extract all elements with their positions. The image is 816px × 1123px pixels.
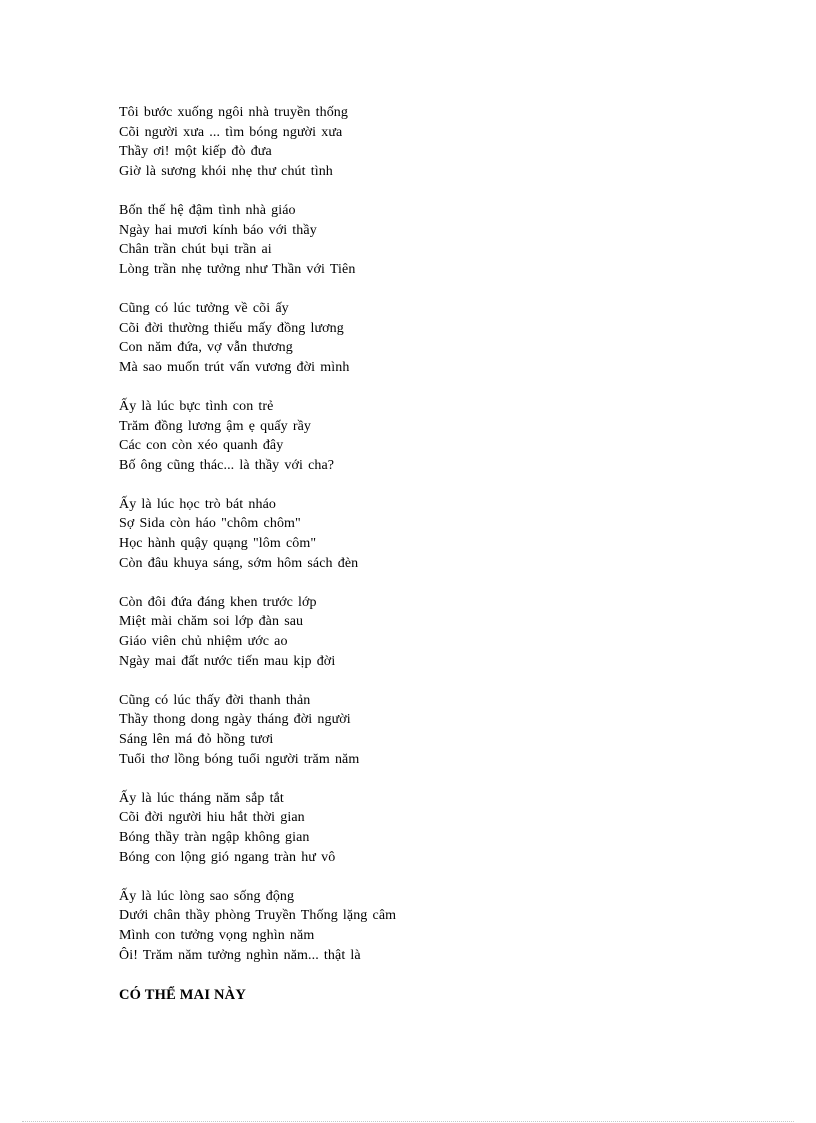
poem-line: Chân trần chút bụi trần ai: [119, 242, 272, 258]
poem-line: Còn đâu khuya sáng, sớm hôm sách đèn: [119, 555, 359, 571]
stanza: [119, 593, 719, 671]
poem-line: Giáo viên chủ nhiệm ước ao: [119, 634, 288, 650]
poem-line: Tôi bước xuống ngôi nhà truyền thống: [119, 105, 349, 120]
poem-line: Sợ Sida còn háo "chôm chôm": [119, 516, 301, 532]
poem-line: Dưới chân thầy phòng Truyền Thống lặng câm: [119, 908, 397, 924]
poem-line: Cõi đời thường thiếu mấy đồng lương: [119, 320, 344, 336]
poem-line: Ngày hai mươi kính báo với thầy: [119, 222, 317, 238]
poem-line: Mình con tưởng vọng nghìn năm: [119, 927, 315, 943]
poem-line: Lòng trần nhẹ tưởng như Thần với Tiên: [119, 261, 356, 277]
poem-line: Thầy thong dong ngày tháng đời người: [119, 712, 351, 728]
stanza: [119, 789, 719, 867]
stanza: [119, 201, 719, 279]
stanza: [119, 103, 719, 181]
poem-line: Ôi! Trăm năm tưởng nghìn năm... thật là: [119, 947, 361, 963]
poem: [119, 103, 719, 1005]
stanza: [119, 299, 719, 377]
stanza: [119, 691, 719, 769]
poem-line: Cõi người xưa ... tìm bóng người xưa: [119, 124, 343, 140]
poem-line: Tuổi thơ lồng bóng tuổi người trăm năm: [119, 751, 360, 767]
poem-line: Bóng thầy tràn ngập không gian: [119, 829, 310, 845]
stanza: [119, 495, 719, 573]
poem-line: Các con còn xéo quanh đây: [119, 438, 284, 454]
poem-line: Ngày mai đất nước tiến mau kịp đời: [119, 653, 336, 669]
poem-line: Bóng con lộng gió ngang tràn hư vô: [119, 849, 336, 865]
poem-line: Sáng lên má đỏ hồng tươi: [119, 732, 274, 747]
poem-line: Miệt mài chăm soi lớp đàn sau: [119, 614, 304, 630]
poem-line: Trăm đồng lương ậm ẹ quấy rầy: [119, 418, 312, 434]
poem-line: Giờ là sương khói nhẹ thư chút tình: [119, 163, 333, 179]
page-bottom-border: [22, 1121, 794, 1122]
poem-line: Bốn thế hệ đậm tình nhà giáo: [119, 202, 296, 218]
poem-line: Con năm đứa, vợ vẫn thương: [119, 340, 293, 356]
poem-line: Ấy là lúc lòng sao sống động: [119, 888, 295, 904]
poem-line: Cũng có lúc tưởng về cõi ấy: [119, 300, 289, 316]
stanza: [119, 397, 719, 475]
poem-line: Học hành quậy quạng "lôm côm": [119, 536, 317, 552]
poem-line: Còn đôi đứa đáng khen trước lớp: [119, 594, 317, 610]
poem-line: Cũng có lúc thấy đời thanh thản: [119, 692, 311, 708]
poem-line: Ấy là lúc học trò bát nháo: [119, 496, 277, 512]
poem-line: Ấy là lúc bực tình con trẻ: [119, 398, 274, 414]
poem-line: Ấy là lúc tháng năm sắp tắt: [119, 790, 284, 806]
poem-line: Mà sao muốn trút vấn vương đời mình: [119, 359, 350, 375]
stanza: [119, 887, 719, 965]
poem-line: Cõi đời người hiu hắt thời gian: [119, 810, 305, 826]
poem-line: Bố ông cũng thác... là thầy với cha?: [119, 457, 335, 473]
next-poem-title: CÓ THỂ MAI NÀY: [119, 986, 246, 1003]
poem-line: Thầy ơi! một kiếp đò đưa: [119, 144, 272, 160]
